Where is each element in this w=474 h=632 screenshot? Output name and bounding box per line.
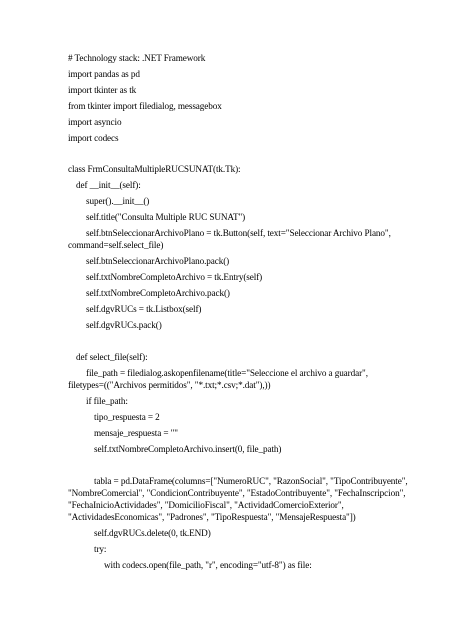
- code-line-12: command=self.select_file): [68, 240, 164, 250]
- code-line-27: "FechaInicioActividades", "DomicilioFiscal", "ActividadComercioExterior",: [68, 500, 344, 510]
- code-line-2: import pandas as pd: [68, 69, 140, 79]
- code-line-24: self.txtNombreCompletoArchivo.insert(0, file_path): [94, 444, 282, 454]
- code-line-18: def select_file(self):: [76, 352, 148, 362]
- code-line-21: if file_path:: [86, 396, 128, 406]
- code-line-31: with codecs.open(file_path, "r", encoding="utf-8") as file:: [104, 560, 312, 570]
- code-line-5: import asyncio: [68, 117, 122, 127]
- code-line-29: self.dgvRUCs.delete(0, tk.END): [94, 528, 211, 538]
- code-line-23: mensaje_respuesta = "": [94, 428, 178, 438]
- code-line-1: # Technology stack: .NET Framework: [68, 53, 206, 63]
- code-line-16: self.dgvRUCs = tk.Listbox(self): [86, 304, 202, 314]
- code-line-6: import codecs: [68, 133, 119, 143]
- code-line-14: self.txtNombreCompletoArchivo = tk.Entry(self): [86, 272, 263, 282]
- code-line-10: self.title("Consulta Multiple RUC SUNAT"): [86, 212, 246, 222]
- code-line-3: import tkinter as tk: [68, 85, 137, 95]
- code-line-20: filetypes=(("Archivos permitidos", "*.txt;*.csv;*.dat"),)): [68, 380, 271, 390]
- code-line-13: self.btnSeleccionarArchivoPlano.pack(): [86, 256, 230, 266]
- code-line-17: self.dgvRUCs.pack(): [86, 320, 162, 330]
- code-line-7: class FrmConsultaMultipleRUCSUNAT(tk.Tk):: [68, 164, 241, 174]
- code-line-28: "ActividadesEconomicas", "Padrones", "TipoRespuesta", "MensajeRespuesta"]): [68, 512, 356, 522]
- code-line-11: self.btnSeleccionarArchivoPlano = tk.Button(self, text="Seleccionar Archivo Plano",: [86, 228, 391, 238]
- code-line-8: def __init__(self):: [76, 180, 141, 190]
- code-line-26: "NombreComercial", "CondicionContribuyente", "EstadoContribuyente", "FechaInscripcion",: [68, 488, 406, 498]
- code-line-4: from tkinter import filedialog, messagebox: [68, 101, 222, 111]
- code-line-25: tabla = pd.DataFrame(columns=["NumeroRUC", "RazonSocial", "TipoContribuyente",: [94, 476, 408, 486]
- code-line-15: self.txtNombreCompletoArchivo.pack(): [86, 288, 230, 298]
- code-line-30: try:: [94, 544, 107, 554]
- code-line-9: super().__init__(): [86, 196, 150, 206]
- code-line-19: file_path = filedialog.askopenfilename(title="Seleccione el archivo a guardar",: [86, 368, 368, 378]
- code-line-22: tipo_respuesta = 2: [94, 412, 160, 422]
